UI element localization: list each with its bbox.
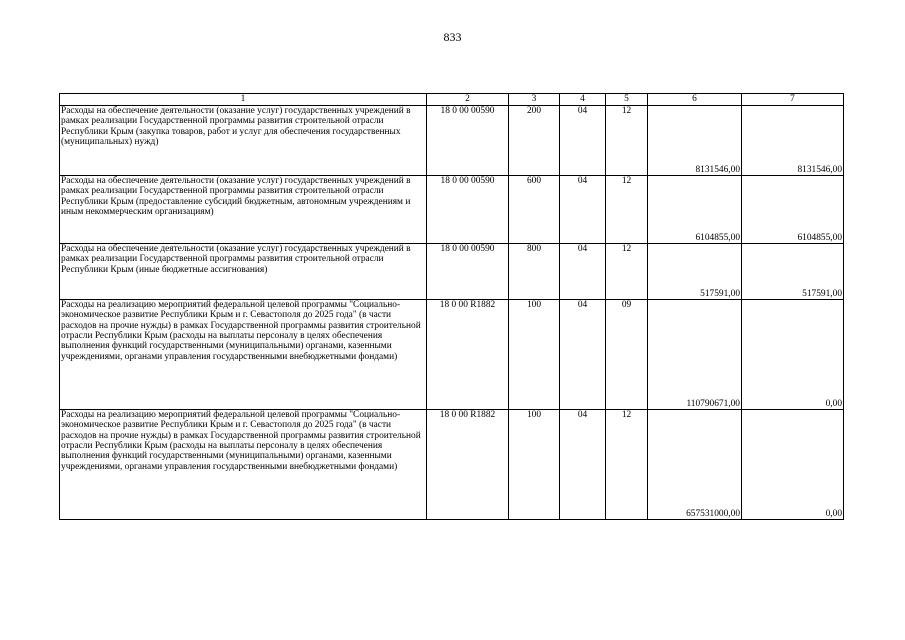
row-sum-col6: 657531000,00	[648, 410, 742, 520]
row-subsection: 12	[606, 106, 648, 176]
header-col-3: 3	[509, 94, 560, 106]
row-section: 04	[560, 176, 606, 244]
row-expense-type: 100	[509, 410, 560, 520]
row-sum-col6: 110790671,00	[648, 300, 742, 410]
row-subsection: 09	[606, 300, 648, 410]
row-section: 04	[560, 106, 606, 176]
row-target-code: 18 0 00 00590	[427, 176, 509, 244]
row-expense-type: 100	[509, 300, 560, 410]
row-sum-col7: 517591,00	[742, 244, 844, 300]
header-col-5: 5	[606, 94, 648, 106]
row-section: 04	[560, 244, 606, 300]
row-sum-col6: 6104855,00	[648, 176, 742, 244]
row-sum-col6: 8131546,00	[648, 106, 742, 176]
table-header-row	[60, 94, 844, 106]
row-expense-type: 200	[509, 106, 560, 176]
row-sum-col7: 0,00	[742, 300, 844, 410]
row-target-code: 18 0 00 00590	[427, 106, 509, 176]
table-row	[60, 244, 844, 300]
header-col-2: 2	[427, 94, 509, 106]
row-description: Расходы на реализацию мероприятий федеральной целевой программы "Социально-экономическое развитие Республики Крым и г. Севастополя до 2025 года" (в части расходов на прочие нужды) в рамках Государственной программы развития строительной отрасли Республики Крым (расходы на выплаты персоналу в целях обеспечения выполнения функций государственными (муниципальными) органами, казенными учреждениями, органами управления государственными внебюджетными фондами)	[60, 410, 427, 520]
row-description: Расходы на обеспечение деятельности (оказание услуг) государственных учреждений в рамках реализации Государственной программы развития строительной отрасли Республики Крым (закупка товаров, работ и услуг для обеспечения государственных (муниципальных) нужд)	[60, 106, 427, 176]
page-number: 833	[443, 30, 462, 44]
row-description: Расходы на реализацию мероприятий федеральной целевой программы "Социально-экономическое развитие Республики Крым и г. Севастополя до 2025 года" (в части расходов на прочие нужды) в рамках Государственной программы развития строительной отрасли Республики Крым (расходы на выплаты персоналу в целях обеспечения выполнения функций государственными (муниципальными) органами, казенными учреждениями, органами управления государственными внебюджетными фондами)	[60, 300, 427, 410]
row-sum-col7: 8131546,00	[742, 106, 844, 176]
header-col-1: 1	[60, 94, 427, 106]
table-row	[60, 410, 844, 520]
row-target-code: 18 0 00 R1882	[427, 300, 509, 410]
row-expense-type: 600	[509, 176, 560, 244]
header-col-7: 7	[742, 94, 844, 106]
header-col-4: 4	[560, 94, 606, 106]
row-target-code: 18 0 00 R1882	[427, 410, 509, 520]
row-sum-col7: 6104855,00	[742, 176, 844, 244]
row-sum-col7: 0,00	[742, 410, 844, 520]
row-description: Расходы на обеспечение деятельности (оказание услуг) государственных учреждений в рамках реализации Государственной программы развития строительной отрасли Республики Крым (иные бюджетные ассигнования)	[60, 244, 427, 300]
budget-table	[59, 93, 844, 520]
header-col-6: 6	[648, 94, 742, 106]
table-row	[60, 176, 844, 244]
row-subsection: 12	[606, 244, 648, 300]
row-subsection: 12	[606, 410, 648, 520]
row-description: Расходы на обеспечение деятельности (оказание услуг) государственных учреждений в рамках реализации Государственной программы развития строительной отрасли Республики Крым (предоставление субсидий бюджетным, автономным учреждениям и иным некоммерческим организациям)	[60, 176, 427, 244]
row-target-code: 18 0 00 00590	[427, 244, 509, 300]
row-expense-type: 800	[509, 244, 560, 300]
table-row	[60, 300, 844, 410]
row-sum-col6: 517591,00	[648, 244, 742, 300]
table-row	[60, 106, 844, 176]
row-section: 04	[560, 300, 606, 410]
row-subsection: 12	[606, 176, 648, 244]
row-section: 04	[560, 410, 606, 520]
